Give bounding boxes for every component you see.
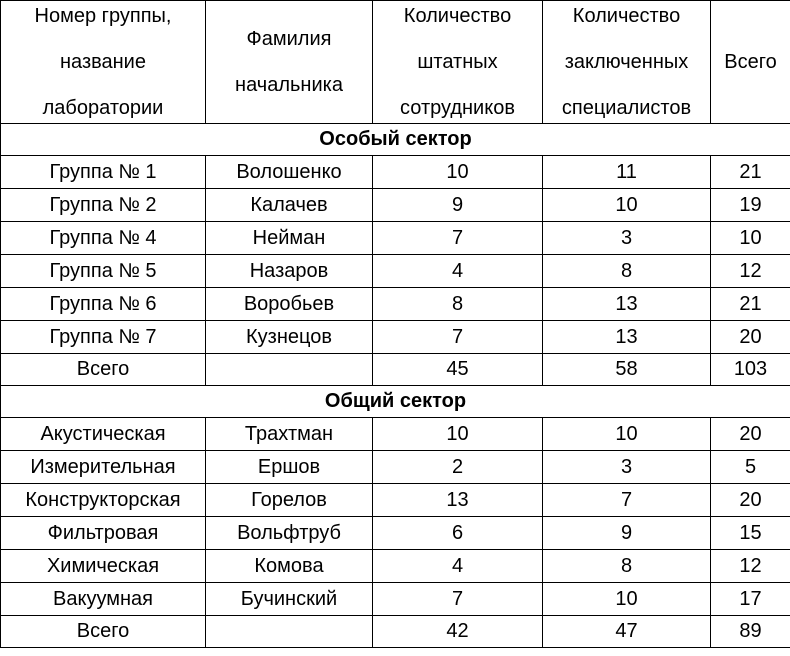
staff-count-cell: 8 (373, 288, 543, 321)
table-row (1, 484, 790, 517)
staff-count-cell: 13 (373, 484, 543, 517)
group-name-cell: Фильтровая (1, 517, 206, 550)
contract-count-cell: 13 (543, 288, 711, 321)
group-name-cell: Измерительная (1, 451, 206, 484)
header-text: Количество (572, 5, 681, 27)
group-name-cell: Группа № 2 (1, 189, 206, 222)
contract-sum-cell: 47 (543, 616, 711, 648)
empty-cell (206, 354, 373, 386)
total-cell: 20 (711, 418, 790, 451)
contract-count-cell: 3 (543, 222, 711, 255)
staff-count-cell: 2 (373, 451, 543, 484)
section-header-row (1, 124, 790, 156)
total-cell: 12 (711, 255, 790, 288)
staff-count-cell: 4 (373, 255, 543, 288)
staff-count-cell: 10 (373, 156, 543, 189)
total-label-cell: Всего (1, 354, 206, 386)
group-name-cell: Вакуумная (1, 583, 206, 616)
head-surname-cell: Нейман (206, 222, 373, 255)
staff-count-cell: 9 (373, 189, 543, 222)
header-staff-count (373, 1, 543, 124)
head-surname-cell: Комова (206, 550, 373, 583)
table-row (1, 517, 790, 550)
header-group-name (1, 1, 206, 124)
section-total-row (1, 616, 790, 648)
contract-count-cell: 13 (543, 321, 711, 354)
header-row (1, 1, 790, 124)
table-row (1, 583, 790, 616)
group-name-cell: Группа № 7 (1, 321, 206, 354)
head-surname-cell: Кузнецов (206, 321, 373, 354)
contract-sum-cell: 58 (543, 354, 711, 386)
table-row (1, 288, 790, 321)
table-row (1, 321, 790, 354)
total-cell: 21 (711, 288, 790, 321)
staff-count-cell: 7 (373, 321, 543, 354)
staff-count-cell: 6 (373, 517, 543, 550)
group-name-cell: Химическая (1, 550, 206, 583)
head-surname-cell: Бучинский (206, 583, 373, 616)
table-row (1, 156, 790, 189)
header-text: заключенных (564, 51, 689, 73)
total-cell: 12 (711, 550, 790, 583)
header-total (711, 1, 790, 124)
total-cell: 20 (711, 321, 790, 354)
contract-count-cell: 10 (543, 189, 711, 222)
table-row (1, 418, 790, 451)
contract-count-cell: 8 (543, 550, 711, 583)
total-label-cell: Всего (1, 616, 206, 648)
header-text: специалистов (561, 97, 692, 119)
group-name-cell: Группа № 6 (1, 288, 206, 321)
total-cell: 15 (711, 517, 790, 550)
group-name-cell: Акустическая (1, 418, 206, 451)
group-name-cell: Конструкторская (1, 484, 206, 517)
group-name-cell: Группа № 1 (1, 156, 206, 189)
table-row (1, 451, 790, 484)
head-surname-cell: Горелов (206, 484, 373, 517)
group-name-cell: Группа № 4 (1, 222, 206, 255)
header-text: лаборатории (42, 97, 164, 119)
grand-total-cell: 103 (711, 354, 790, 386)
contract-count-cell: 8 (543, 255, 711, 288)
head-surname-cell: Назаров (206, 255, 373, 288)
section-title: Особый сектор (1, 124, 790, 156)
header-text: Количество (403, 5, 512, 27)
head-surname-cell: Калачев (206, 189, 373, 222)
table-row (1, 189, 790, 222)
contract-count-cell: 10 (543, 418, 711, 451)
header-text: штатных (417, 51, 498, 73)
grand-total-cell: 89 (711, 616, 790, 648)
header-text: Фамилия (246, 28, 332, 50)
total-cell: 19 (711, 189, 790, 222)
head-surname-cell: Вольфтруб (206, 517, 373, 550)
table-row (1, 255, 790, 288)
head-surname-cell: Волошенко (206, 156, 373, 189)
staff-count-cell: 10 (373, 418, 543, 451)
head-surname-cell: Воробьев (206, 288, 373, 321)
header-text: Всего (724, 51, 777, 73)
header-head-surname (206, 1, 373, 124)
header-text: начальника (235, 74, 343, 96)
contract-count-cell: 9 (543, 517, 711, 550)
section-total-row (1, 354, 790, 386)
section-header-row (1, 386, 790, 418)
total-cell: 10 (711, 222, 790, 255)
staff-count-cell: 4 (373, 550, 543, 583)
total-cell: 20 (711, 484, 790, 517)
staff-sum-cell: 45 (373, 354, 543, 386)
total-cell: 17 (711, 583, 790, 616)
contract-count-cell: 10 (543, 583, 711, 616)
staff-count-cell: 7 (373, 222, 543, 255)
table-body (1, 1, 790, 648)
contract-count-cell: 11 (543, 156, 711, 189)
staff-count-cell: 7 (373, 583, 543, 616)
empty-cell (206, 616, 373, 648)
head-surname-cell: Ершов (206, 451, 373, 484)
total-cell: 21 (711, 156, 790, 189)
contract-count-cell: 7 (543, 484, 711, 517)
total-cell: 5 (711, 451, 790, 484)
head-surname-cell: Трахтман (206, 418, 373, 451)
group-name-cell: Группа № 5 (1, 255, 206, 288)
staff-sum-cell: 42 (373, 616, 543, 648)
header-text: Номер группы, (34, 5, 172, 27)
header-text: название (60, 51, 146, 73)
contract-count-cell: 3 (543, 451, 711, 484)
table-row (1, 222, 790, 255)
header-contract-count (543, 1, 711, 124)
section-title: Общий сектор (1, 386, 790, 418)
header-text: сотрудников (400, 97, 515, 119)
table-row (1, 550, 790, 583)
